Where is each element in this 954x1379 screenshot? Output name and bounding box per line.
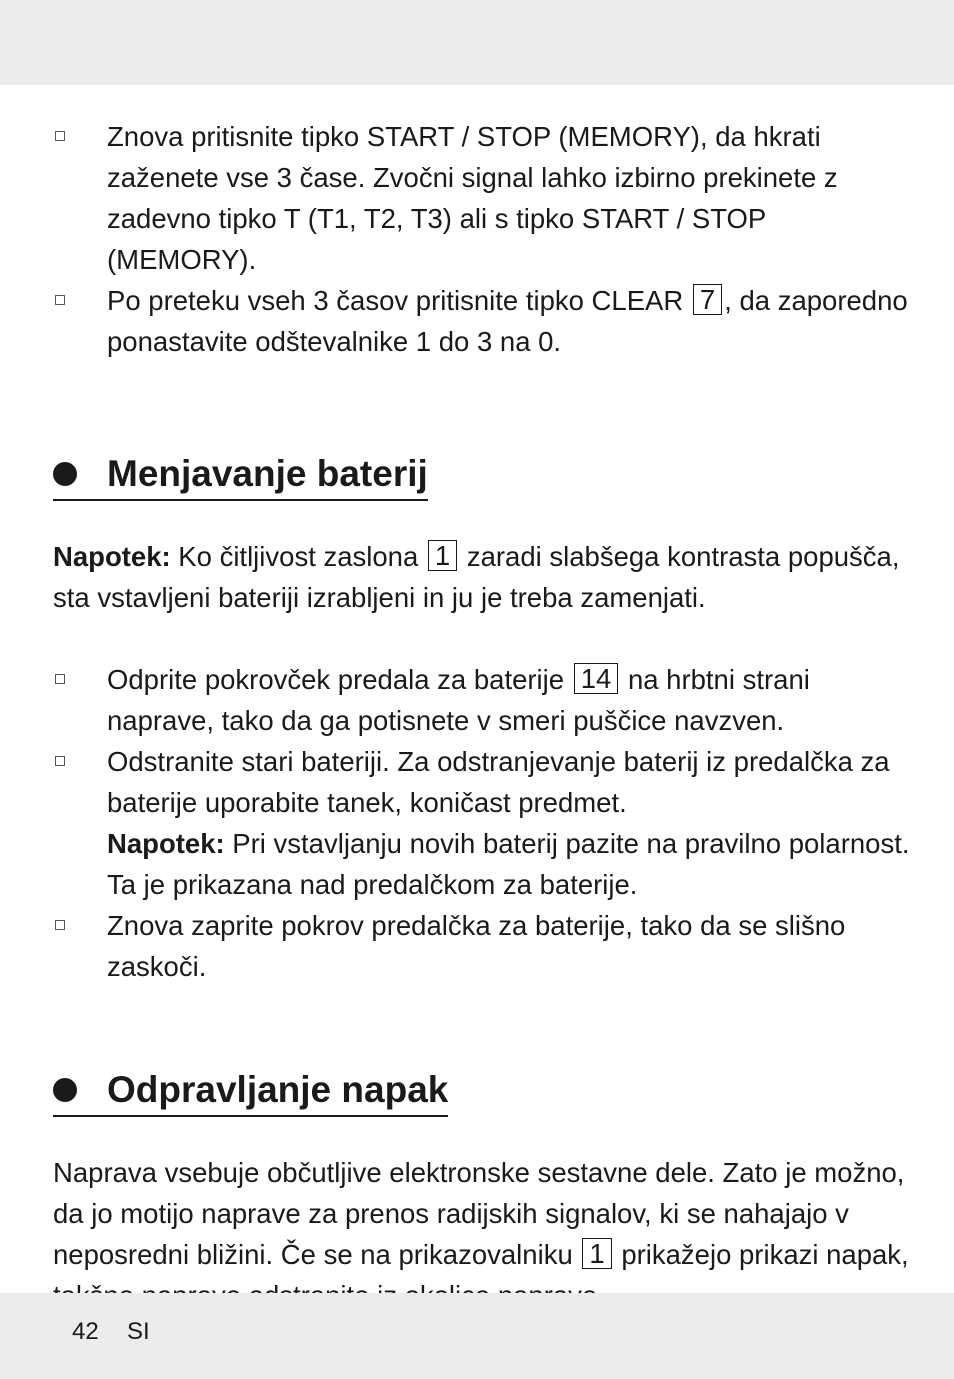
bullet-icon [53, 1078, 77, 1102]
list-item-text: Znova pritisnite tipko START / STOP (MEMORY), da hkrati zaženete vse 3 čase. Zvočni signal lahko izbirno prekinete z zadevno tipko T (T1, T2, T3) ali s tipko START / STOP (MEMORY). [107, 121, 838, 275]
page-content [53, 116, 913, 1316]
list-item-text: Odstranite stari bateriji. Za odstranjevanje baterij iz predalčka za baterije uporabite tanek, koničast predmet. [107, 746, 890, 818]
list-item [53, 905, 913, 987]
list-item-text: , da zaporedno ponastavite odštevalnike 1 do 3 na 0. [107, 285, 908, 357]
section-title: Odpravljanje napak [107, 1069, 449, 1110]
list-item-text: Znova zaprite pokrov predalčka za baterije, tako da se slišno zaskoči. [107, 910, 846, 982]
checkbox-icon [55, 131, 65, 141]
note-text: Pri vstavljanju novih baterij pazite na pravilno polarnost. Ta je prikazana nad predalčkom za baterije. [107, 828, 910, 900]
bullet-icon [53, 462, 77, 486]
reference-number: 1 [582, 1238, 611, 1269]
note-text: zaradi slabšega kontrasta popušča, sta vstavljeni bateriji izrabljeni in ju je treba zamenjati. [53, 541, 900, 613]
note-label: Napotek: [53, 541, 171, 572]
body-text: Naprava vsebuje občutljive elektronske sestavne dele. Zato je možno, da jo motijo naprave za prenos radijskih signalov, ki se nahajajo v neposredni bližini. Če se na prikazovalniku [53, 1157, 905, 1270]
list-item-text: na hrbtni strani naprave, tako da ga potisnete v smeri puščice navzven. [107, 664, 810, 736]
list-item-text: Odprite pokrovček predala za baterije [107, 664, 565, 695]
section-title: Menjavanje baterij [107, 453, 428, 494]
page-number: 42 [72, 1318, 99, 1345]
reference-number: 14 [574, 663, 619, 694]
list-item [53, 659, 913, 741]
section-heading [53, 449, 428, 501]
language-code: SI [127, 1318, 150, 1345]
list-item-text: Po preteku vseh 3 časov pritisnite tipko CLEAR [107, 285, 684, 316]
body-paragraph [53, 1152, 913, 1316]
top-band [0, 0, 954, 85]
note-text: Ko čitljivost zaslona [178, 541, 419, 572]
note-label: Napotek: [107, 828, 225, 859]
note-paragraph [53, 536, 913, 618]
reference-number: 1 [428, 540, 457, 571]
list-item [53, 116, 913, 280]
list-item [53, 741, 913, 905]
checkbox-icon [55, 756, 65, 766]
checkbox-icon [55, 295, 65, 305]
checkbox-icon [55, 920, 65, 930]
body-text: prikažejo prikazi napak, [621, 1239, 909, 1270]
checkbox-icon [55, 674, 65, 684]
reference-number: 7 [693, 284, 722, 315]
list-item [53, 280, 913, 362]
section-heading [53, 1065, 448, 1117]
